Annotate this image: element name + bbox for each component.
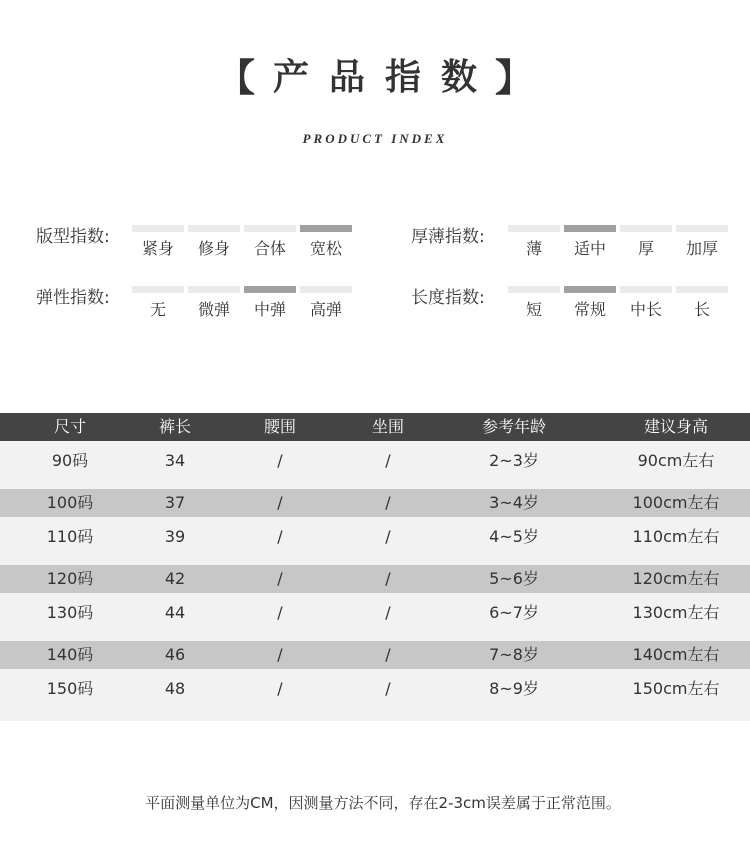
page-subtitle: PRODUCT INDEX: [302, 131, 448, 146]
table-row: [0, 593, 750, 641]
table-row: [0, 517, 750, 565]
cell-height: 120cm左右: [632, 569, 720, 588]
cell-size: 130码: [46, 603, 94, 622]
header-size: 尺寸: [53, 417, 86, 436]
length-option-bar: [620, 286, 672, 293]
length-option-bar: [676, 286, 728, 293]
elasticity-option-label: 无: [149, 300, 166, 319]
cell-waist: /: [277, 679, 283, 698]
cell-waist: /: [277, 527, 283, 546]
fit-option-label: 修身: [197, 239, 230, 258]
header-waist: 腰围: [263, 417, 296, 436]
header-hip: 坐围: [371, 417, 404, 436]
length-option-label: 短: [525, 300, 542, 319]
cell-age: 5~6岁: [489, 569, 539, 588]
fit-option-bar: [188, 225, 240, 232]
cell-size: 90码: [51, 451, 89, 470]
header-height: 建议身高: [643, 417, 708, 436]
length-index-label: 长度指数:: [411, 288, 485, 308]
elasticity-option-bar: [132, 286, 184, 293]
cell-pants-length: 34: [164, 451, 186, 470]
title-bracket-right: 】: [495, 55, 534, 100]
thickness-option: [676, 225, 728, 261]
table-row: [0, 641, 750, 669]
elasticity-option-bar: [244, 286, 296, 293]
fit-option: [300, 225, 352, 261]
cell-size: 150码: [46, 679, 94, 698]
cell-pants-length: 42: [164, 569, 186, 588]
measurement-note: 平面测量单位为CM，因测量方法不同，存在2-3cm误差属于正常范围。: [145, 794, 621, 812]
cell-height: 150cm左右: [632, 679, 720, 698]
length-option: [508, 286, 560, 322]
elasticity-option-bar: [300, 286, 352, 293]
cell-pants-length: 48: [164, 679, 186, 698]
cell-waist: /: [277, 645, 283, 664]
cell-waist: /: [277, 493, 283, 512]
title-bracket-left: 【: [216, 55, 255, 100]
elasticity-option: [244, 286, 296, 322]
fit-index: [36, 222, 356, 262]
cell-age: 3~4岁: [489, 493, 539, 512]
cell-size: 110码: [46, 527, 94, 546]
table-row: [0, 669, 750, 721]
cell-pants-length: 37: [164, 493, 186, 512]
table-row: [0, 441, 750, 489]
cell-height: 100cm左右: [632, 493, 720, 512]
cell-age: 6~7岁: [489, 603, 539, 622]
fit-option-bar: [132, 225, 184, 232]
size-table: [0, 413, 750, 721]
elasticity-index-label: 弹性指数:: [36, 288, 110, 308]
fit-option-label: 紧身: [141, 239, 174, 258]
table-row: [0, 565, 750, 593]
cell-hip: /: [385, 645, 391, 664]
fit-option: [244, 225, 296, 261]
size-table-header: [0, 413, 750, 441]
fit-index-label: 版型指数:: [36, 227, 110, 247]
header-pants-length: 裤长: [158, 417, 191, 436]
cell-age: 8~9岁: [489, 679, 539, 698]
thickness-option-bar: [508, 225, 560, 232]
table-row: [0, 489, 750, 517]
elasticity-option-label: 微弹: [197, 300, 230, 319]
elasticity-index: [36, 283, 356, 323]
cell-hip: /: [385, 679, 391, 698]
cell-pants-length: 46: [164, 645, 186, 664]
length-option-bar: [508, 286, 560, 293]
header-age: 参考年龄: [481, 417, 546, 436]
fit-option-label: 宽松: [309, 239, 342, 258]
title-text: 产品指数: [272, 56, 497, 98]
elasticity-option: [188, 286, 240, 322]
thickness-option: [508, 225, 560, 261]
cell-pants-length: 44: [164, 603, 186, 622]
cell-size: 140码: [46, 645, 94, 664]
cell-hip: /: [385, 603, 391, 622]
fit-option: [188, 225, 240, 261]
thickness-option: [564, 225, 616, 261]
elasticity-option: [300, 286, 352, 322]
cell-height: 110cm左右: [632, 527, 720, 546]
thickness-index: [411, 222, 750, 262]
cell-pants-length: 39: [164, 527, 186, 546]
length-option-label: 中长: [629, 300, 662, 319]
elasticity-option: [132, 286, 184, 322]
cell-size: 120码: [46, 569, 94, 588]
thickness-option-label: 厚: [637, 239, 654, 258]
thickness-option: [620, 225, 672, 261]
cell-hip: /: [385, 527, 391, 546]
cell-hip: /: [385, 493, 391, 512]
cell-waist: /: [277, 603, 283, 622]
thickness-option-bar: [676, 225, 728, 232]
fit-option-bar: [244, 225, 296, 232]
fit-option-bar: [300, 225, 352, 232]
cell-age: 7~8岁: [489, 645, 539, 664]
thickness-option-label: 适中: [573, 239, 606, 258]
cell-age: 2~3岁: [489, 451, 539, 470]
cell-height: 130cm左右: [632, 603, 720, 622]
length-option-bar: [564, 286, 616, 293]
length-option: [620, 286, 672, 322]
length-option-label: 常规: [573, 300, 606, 319]
length-index: [411, 283, 750, 323]
thickness-option-bar: [620, 225, 672, 232]
length-option-label: 长: [693, 300, 710, 319]
length-option: [676, 286, 728, 322]
cell-size: 100码: [46, 493, 94, 512]
thickness-option-label: 加厚: [685, 239, 718, 258]
thickness-index-label: 厚薄指数:: [411, 227, 485, 247]
elasticity-option-label: 高弹: [309, 300, 342, 319]
cell-height: 140cm左右: [632, 645, 720, 664]
elasticity-option-bar: [188, 286, 240, 293]
thickness-option-label: 薄: [525, 239, 542, 258]
cell-hip: /: [385, 451, 391, 470]
page-title: [0, 44, 750, 104]
elasticity-option-label: 中弹: [253, 300, 286, 319]
cell-age: 4~5岁: [489, 527, 539, 546]
cell-waist: /: [277, 451, 283, 470]
fit-option-label: 合体: [253, 239, 286, 258]
cell-height: 90cm左右: [637, 451, 715, 470]
thickness-option-bar: [564, 225, 616, 232]
length-option: [564, 286, 616, 322]
fit-option: [132, 225, 184, 261]
cell-waist: /: [277, 569, 283, 588]
cell-hip: /: [385, 569, 391, 588]
